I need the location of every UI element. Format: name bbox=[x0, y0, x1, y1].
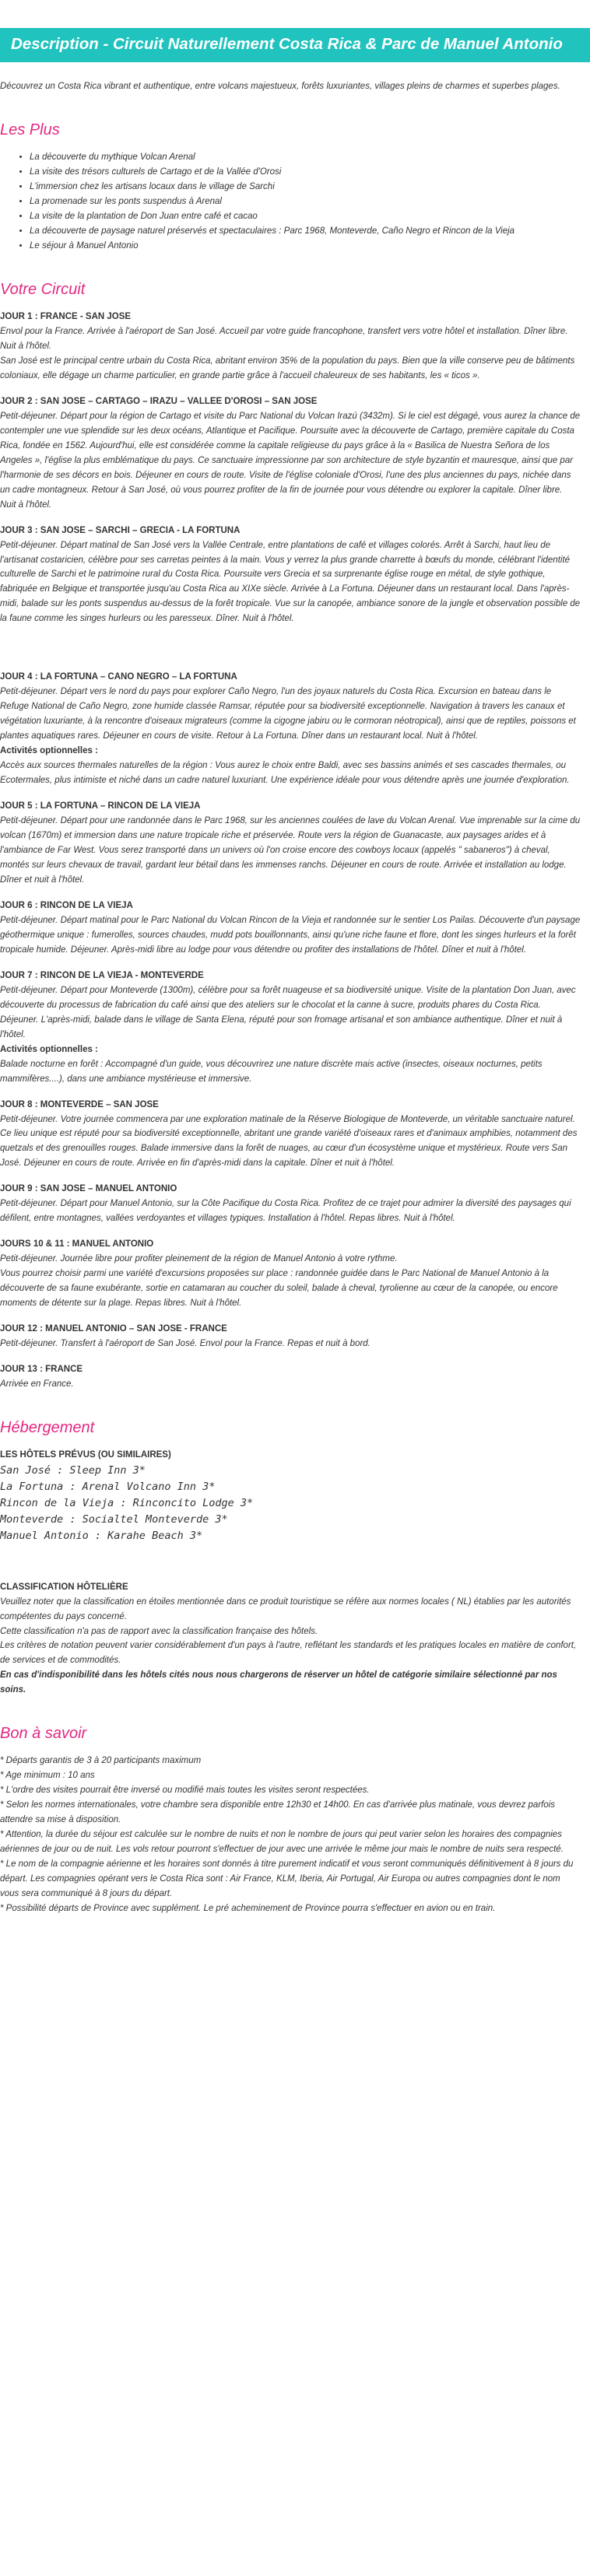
itinerary-day bbox=[0, 1237, 581, 1311]
itinerary-day bbox=[0, 1362, 581, 1392]
page-title: Description - Circuit Naturellement Costa Rica & Parc de Manuel Antonio bbox=[11, 35, 563, 53]
good-to-know-item: * Attention, la durée du séjour est calculée sur le nombre de nuits et non le nombre de jours qui peut varier selon les horaires des compagnies aériennes de jour ou de nuit. Les vols retour pourront s'effectuer de jour avec une arrivée le même jour mais le nombre de nuits sera respecté. bbox=[0, 1830, 564, 1855]
hotel-item: La Fortuna : Arenal Volcano Inn 3* bbox=[0, 1480, 216, 1493]
optional-activities-text: Accès aux sources thermales naturelles de la région : Vous aurez le choix entre Baldi, avec ses bassins animés et ses cascades thermales, ou Ecotermales, plus intimiste et niché dans un cadre naturel luxuriant. Une expérience idéale pour vous détendre après une journée d'exploration. bbox=[0, 761, 570, 786]
day-title: JOUR 4 : LA FORTUNA – CANO NEGRO – LA FORTUNA bbox=[0, 672, 237, 682]
spacer bbox=[0, 637, 581, 670]
page bbox=[0, 28, 590, 1940]
classification-line: Veuillez noter que la classification en étoiles mentionnée dans ce produit touristique se réfère aux normes locales ( NL) établies par les autorités compétentes du pays concerné. bbox=[0, 1596, 571, 1621]
hotel-item: San José : Sleep Inn 3* bbox=[0, 1463, 146, 1477]
page-title-banner bbox=[0, 28, 590, 62]
day-description bbox=[0, 1113, 581, 1172]
day-paragraph: Arrivée en France. bbox=[0, 1379, 74, 1390]
day-description bbox=[0, 685, 581, 744]
day-title: JOUR 3 : SAN JOSE – SARCHI – GRECIA - LA FORTUNA bbox=[0, 525, 241, 535]
day-paragraph: Petit-déjeuner. Départ pour Monteverde (1300m), célèbre pour sa forêt nuageuse et sa biodiversité unique. Visite de la plantation Don Juan, avec découverte du processus de fabrication du café ainsi que des ateliers sur le chocolat et la canne à sucre, produits phares du Costa Rica. Déjeuner. L'après-midi, balade dans le village de Santa Elena, réputé pour son fromage artisanal et son ambiance authentique. Dîner et nuit à l'hôtel. bbox=[0, 985, 576, 1039]
highlight-item: • La visite des trésors culturels de Cartago et de la Vallée d'Orosi bbox=[30, 165, 581, 180]
itinerary-day bbox=[0, 670, 581, 788]
main-content bbox=[0, 79, 590, 1916]
classification-line: Cette classification n'a pas de rapport avec la classification française des hôtels. bbox=[0, 1626, 318, 1636]
day-description bbox=[0, 1197, 581, 1226]
highlights-list bbox=[0, 150, 581, 254]
highlight-item: • Le séjour à Manuel Antonio bbox=[30, 239, 581, 254]
good-to-know-item: * L'ordre des visites pourrait être inversé ou modifié mais toutes les visites seront respectées. bbox=[0, 1786, 370, 1796]
day-title: JOUR 8 : MONTEVERDE – SAN JOSE bbox=[0, 1099, 159, 1109]
day-paragraph: Petit-déjeuner. Transfert à l'aéroport de San José. Envol pour la France. Repas et nuit à bord. bbox=[0, 1339, 371, 1349]
itinerary-day bbox=[0, 524, 581, 627]
day-title: JOUR 7 : RINCON DE LA VIEJA - MONTEVERDE bbox=[0, 970, 204, 980]
itinerary-day bbox=[0, 899, 581, 958]
day-title: JOUR 13 : FRANCE bbox=[0, 1365, 83, 1375]
section-heading-hebergement: Hébergement bbox=[0, 1419, 95, 1437]
itinerary-day bbox=[0, 310, 581, 384]
good-to-know-item: * Le nom de la compagnie aérienne et les horaires sont donnés à titre purement indicatif et vous seront communiqués définitivement à 8 jours du départ. Les compagnies opérant vers le Costa Rica sont : Air France, KLM, Iberia, Air Portugal, Air Europa ou autres compagnies dont le nom vous sera communiqué à 8 jours du départ. bbox=[0, 1859, 574, 1899]
good-to-know-item: * Selon les normes internationales, votre chambre sera disponible entre 12h30 et 14h00. En cas d'arrivée plus matinale, vous devrez parfois attendre sa mise à disposition. bbox=[0, 1800, 556, 1825]
day-description bbox=[0, 1252, 581, 1311]
highlight-item: • L'immersion chez les artisans locaux dans le village de Sarchi bbox=[30, 180, 581, 195]
day-description bbox=[0, 324, 581, 384]
optional-activities-title: Activités optionnelles : bbox=[0, 1044, 98, 1054]
day-title: JOUR 1 : FRANCE - SAN JOSE bbox=[0, 311, 132, 321]
day-description bbox=[0, 409, 581, 513]
hotels-list bbox=[0, 1463, 581, 1544]
day-paragraph: Vous pourrez choisir parmi une variété d'excursions proposées sur place : randonnée guidée dans le Parc National de Manuel Antonio à la découverte de sa faune exubérante, sortie en catamaran au coucher du soleil, balade à cheval, tyrolienne au cœur de la canopée, ou encore moments de détente sur la plage. Repas libres. Nuit à l'hôtel. bbox=[0, 1269, 558, 1309]
optional-activities-title: Activités optionnelles : bbox=[0, 746, 98, 756]
hotel-item: Rincon de la Vieja : Rinconcito Lodge 3* bbox=[0, 1496, 254, 1509]
itinerary-day bbox=[0, 799, 581, 888]
intro-text: Découvrez un Costa Rica vibrant et authentique, entre volcans majestueux, forêts luxuriantes, villages pleins de charmes et superbes plages. bbox=[0, 82, 560, 92]
day-description bbox=[0, 814, 581, 888]
itinerary-day bbox=[0, 969, 581, 1087]
hotel-item: Manuel Antonio : Karahe Beach 3* bbox=[0, 1529, 203, 1542]
hotels-title: LES HÔTELS PRÉVUS (OU SIMILAIRES) bbox=[0, 1450, 171, 1460]
classification-text bbox=[0, 1595, 581, 1669]
day-paragraph: Petit-déjeuner. Départ matinal de San José vers la Vallée Centrale, entre plantations de café et villages colorés. Arrêt à Sarchi, haut lieu de l'artisanat costaricien, célèbre pour ses carretas peintes à la main. Vous y verrez la plus grande charrette à bœufs du monde, célébrant l'identité culturelle de Sarchi et le patrimoine rural du Costa Rica. Poursuite vers Grecia et sa surprenante église rouge en métal, de style gothique, fabriquée en Belgique et transportée jusqu'au Costa Rica au XIXe siècle. Arrivée à La Fortuna. Déjeuner dans un restaurant local. Dans l'après-midi, balade sur les ponts suspendus au-dessus de la forêt tropicale. Vue sur la canopée, ambiance sonore de la jungle et observation possible de la faune comme les singes hurleurs ou les paresseux. Dîner. Nuit à l'hôtel. bbox=[0, 540, 581, 624]
itinerary bbox=[0, 310, 581, 1392]
day-title: JOURS 10 & 11 : MANUEL ANTONIO bbox=[0, 1239, 154, 1249]
classification-availability-note: En cas d'indisponibilité dans les hôtels cités nous nous chargerons de réserver un hôtel de catégorie similaire sélectionné par nos soins. bbox=[0, 1670, 557, 1695]
section-heading-savoir: Bon à savoir bbox=[0, 1725, 87, 1743]
day-paragraph: Petit-déjeuner. Départ vers le nord du pays pour explorer Caño Negro, l'un des joyaux naturels du Costa Rica. Excursion en bateau dans le Refuge National de Caño Negro, zone humide classée Ramsar, réputée pour sa biodiversité exceptionnelle. Navigation à travers les canaux et végétation luxuriante, à la rencontre d'oiseaux migrateurs (comme la cigogne jabiru ou le cormoran néotropical), ainsi que de reptiles, poissons et plantes aquatiques rares. Déjeuner en cours de visite. Retour à La Fortuna. Dîner dans un restaurant local. Nuit à l'hôtel. bbox=[0, 687, 576, 741]
good-to-know-list bbox=[0, 1754, 581, 1916]
highlight-item: • La promenade sur les ponts suspendus à Arenal bbox=[30, 195, 581, 209]
day-description bbox=[0, 983, 581, 1043]
day-paragraph: Petit-déjeuner. Départ pour la région de Cartago et visite du Parc National du Volcan Irazú (3432m). Si le ciel est dégagé, vous aurez la chance de contempler une vue splendide sur les deux océans, Atlantique et Pacifique. Poursuite avec la découverte de Cartago, première capitale du Costa Rica, fondée en 1562. Aujourd'hui, elle est considérée comme la capitale religieuse du pays grâce à la « Basilica de Nuestra Señora de los Angeles », l'église la plus emblématique du pays. Ce sanctuaire impressionne par son architecture de style byzantin et mauresque, ainsi que par l'harmonie de ses décors en bois. Déjeuner en cours de route. Visite de l'église coloniale d'Orosi, l'une des plus anciennes du pays, nichée dans un cadre montagneux. Retour à San José, où vous pourrez profiter de la fin de journée pour vous détendre ou explorer la capitale. Dîner libre. Nuit à l'hôtel. bbox=[0, 411, 581, 510]
day-paragraph: Petit-déjeuner. Départ pour une randonnée dans le Parc 1968, sur les anciennes coulées de lave du Volcan Arenal. Vue imprenable sur la cime du volcan (1670m) et immersion dans une nature tropicale riche et préservée. Route vers la région de Guanacaste, aux paysages arides et à l'ambiance de Far West. Vous serez transporté dans un univers où l'on croise encore des cowboys locaux (appelés " sabaneros") à cheval, montés sur leurs chevaux de travail, gardant leur bétail dans les immenses ranchs. Déjeuner en cours de route. Arrivée et installation au lodge. Dîner et nuit à l'hôtel. bbox=[0, 816, 581, 885]
day-title: JOUR 5 : LA FORTUNA – RINCON DE LA VIEJA bbox=[0, 801, 201, 811]
highlight-item: • La découverte de paysage naturel préservés et spectaculaires : Parc 1968, Monteverde, Caño Negro et Rincon de la Vieja bbox=[30, 224, 581, 239]
section-heading-circuit: Votre Circuit bbox=[0, 280, 86, 298]
day-title: JOUR 12 : MANUEL ANTONIO – SAN JOSE - FRANCE bbox=[0, 1324, 227, 1334]
hotel-item: Monteverde : Socialtel Monteverde 3* bbox=[0, 1512, 228, 1526]
day-description bbox=[0, 1337, 581, 1351]
optional-activities-text: Balade nocturne en forêt : Accompagné d'un guide, vous découvrirez une nature discrète mais active (insectes, oiseaux nocturnes, petits mammifères....), dans une ambiance mystérieuse et immersive. bbox=[0, 1059, 543, 1084]
day-paragraph: San José est le principal centre urbain du Costa Rica, abritant environ 35% de la population du pays. Bien que la ville conserve peu de bâtiments coloniaux, elle dégage un charme particulier, en grande partie grâce à l'accueil chaleureux de ses habitants, les « ticos ». bbox=[0, 356, 575, 380]
day-paragraph: Petit-déjeuner. Journée libre pour profiter pleinement de la région de Manuel Antonio à votre rythme. bbox=[0, 1254, 398, 1264]
classification-title: CLASSIFICATION HÔTELIÈRE bbox=[0, 1582, 128, 1592]
highlight-item: • La visite de la plantation de Don Juan entre café et cacao bbox=[30, 209, 581, 224]
classification-line: Les critères de notation peuvent varier considérablement d'un pays à l'autre, reflétant les standards et les pratiques locales en matière de confort, de services et de commodités. bbox=[0, 1641, 577, 1666]
itinerary-day bbox=[0, 1322, 581, 1351]
day-title: JOUR 6 : RINCON DE LA VIEJA bbox=[0, 900, 133, 910]
day-paragraph: Petit-déjeuner. Départ matinal pour le Parc National du Volcan Rincon de la Vieja et randonnée sur le sentier Los Pailas. Découverte d'un paysage géothermique unique : fumerolles, sources chaudes, mudd pots bouillonnants, ainsi qu'une riche faune et flore, dont les singes hurleurs et la forêt tropicale humide. Déjeuner. Après-midi libre au lodge pour vous détendre ou profiter des installations de l'hôtel. Dîner et nuit à l'hôtel. bbox=[0, 915, 581, 955]
good-to-know-item: * Age minimum : 10 ans bbox=[0, 1771, 95, 1781]
itinerary-day bbox=[0, 394, 581, 513]
good-to-know-item: * Possibilité départs de Province avec supplément. Le pré acheminement de Province pourra s'effectuer en avion ou en train. bbox=[0, 1904, 496, 1914]
day-paragraph: Petit-déjeuner. Départ pour Manuel Antonio, sur la Côte Pacifique du Costa Rica. Profitez de ce trajet pour admirer la diversité des paysages qui défilent, entre montagnes, vallées verdoyantes et villages typiques. Installation à l'hôtel. Repas libres. Nuit à l'hôtel. bbox=[0, 1199, 571, 1224]
day-description bbox=[0, 913, 581, 958]
highlight-item: • La découverte du mythique Volcan Arenal bbox=[30, 150, 581, 165]
day-description bbox=[0, 1377, 581, 1392]
itinerary-day bbox=[0, 1182, 581, 1226]
section-heading-plus: Les Plus bbox=[0, 121, 60, 139]
good-to-know-item: * Départs garantis de 3 à 20 participants maximum bbox=[0, 1756, 202, 1766]
day-paragraph: Envol pour la France. Arrivée à l'aéroport de San José. Accueil par votre guide francophone, transfert vers votre hôtel et installation. Dîner libre. Nuit à l'hôtel. bbox=[0, 326, 568, 351]
day-title: JOUR 2 : SAN JOSE – CARTAGO – IRAZU – VALLEE D'OROSI – SAN JOSE bbox=[0, 396, 318, 406]
day-title: JOUR 9 : SAN JOSE – MANUEL ANTONIO bbox=[0, 1184, 177, 1194]
day-paragraph: Petit-déjeuner. Votre journée commencera par une exploration matinale de la Réserve Biologique de Monteverde, un véritable sanctuaire naturel. Ce lieu unique est réputé pour sa biodiversité exceptionnelle, abritant une grande variété d'oiseaux rares et d'animaux amphibies, notamment des quetzals et des grenouilles rouges. Balade immersive dans la forêt de nuages, au cœur d'un écosystème unique et mystérieux. Route vers San José. Déjeuner en cours de route. Arrivée en fin d'après-midi dans la capitale. Dîner et nuit à l'hôtel. bbox=[0, 1114, 578, 1169]
itinerary-day bbox=[0, 1098, 581, 1172]
day-description bbox=[0, 538, 581, 627]
